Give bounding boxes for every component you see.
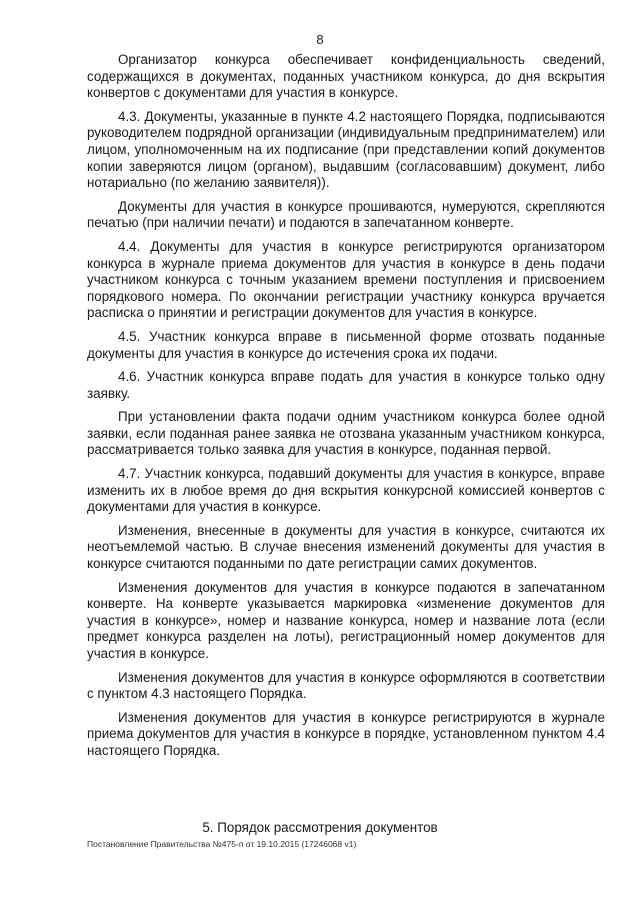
document-body bbox=[87, 52, 605, 767]
paragraph-binding: Документы для участия в конкурсе прошиваются, нумеруются, скрепляются печатью (при наличии печати) и подаются в запечатанном конверте. bbox=[87, 198, 605, 231]
paragraph-4-7: 4.7. Участник конкурса, подавший документы для участия в конкурсе, вправе изменить их в любое время до дня вскрытия конкурсной комиссией конвертов с документами для участия в конкурсе. bbox=[87, 466, 605, 515]
paragraph-changes-envelope: Изменения документов для участия в конкурсе подаются в запечатанном конверте. На конверте указывается маркировка «изменение документов для участия в конкурсе», номер и название конкурса, номер и название лота (если предмет конкурса разделен на лоты), регистрационный номер документов для участия в конкурсе. bbox=[87, 579, 605, 661]
paragraph-4-5: 4.5. Участник конкурса вправе в письменной форме отозвать поданные документы для участия в конкурсе до истечения срока их подачи. bbox=[87, 328, 605, 361]
paragraph-4-4: 4.4. Документы для участия в конкурсе регистрируются организатором конкурса в журнале приема документов для участия в конкурсе в день подачи участником конкурса с точным указанием времени поступления и присвоением порядкового номера. По окончании регистрации участнику конкурса вручается расписка о принятии и регистрации документов для участия в конкурсе. bbox=[87, 238, 605, 321]
document-footer: Постановление Правительства №475-п от 19.10.2015 (17246068 v1) bbox=[87, 839, 357, 849]
paragraph-4-3: 4.3. Документы, указанные в пункте 4.2 настоящего Порядка, подписываются руководителем подрядной организации (индивидуальным предпринимателем) или лицом, уполномоченным на их подписание (при представлении копий документов копии заверяются лицом (органом), выдавшим (согласовавшим) документ, либо нотариально (по желанию заявителя)). bbox=[87, 108, 605, 191]
paragraph-multiple-applications: При установлении факта подачи одним участником конкурса более одной заявки, если поданная ранее заявка не отозвана указанным участником конкурса, рассматривается только заявка для участия в конкурсе, поданная первой. bbox=[87, 409, 605, 458]
paragraph-changes-format: Изменения документов для участия в конкурсе оформляются в соответствии с пунктом 4.3 настоящего Порядка. bbox=[87, 669, 605, 702]
paragraph-changes-integral: Изменения, внесенные в документы для участия в конкурсе, считаются их неотъемлемой частью. В случае внесения изменений документы для участия в конкурсе считаются поданными по дате регистрации самих документов. bbox=[87, 522, 605, 572]
section-heading: 5. Порядок рассмотрения документов bbox=[202, 820, 438, 835]
page-number: 8 bbox=[316, 32, 324, 47]
paragraph-4-6: 4.6. Участник конкурса вправе подать для участия в конкурсе только одну заявку. bbox=[87, 369, 605, 401]
paragraph-changes-registration: Изменения документов для участия в конкурсе регистрируются в журнале приема документов для участия в конкурсе в порядке, установленном пунктом 4.4 настоящего Порядка. bbox=[87, 709, 605, 758]
paragraph-confidentiality: Организатор конкурса обеспечивает конфиденциальность сведений, содержащихся в документах, поданных участником конкурса, до дня вскрытия конвертов с документами для участия в конкурсе. bbox=[87, 52, 605, 101]
